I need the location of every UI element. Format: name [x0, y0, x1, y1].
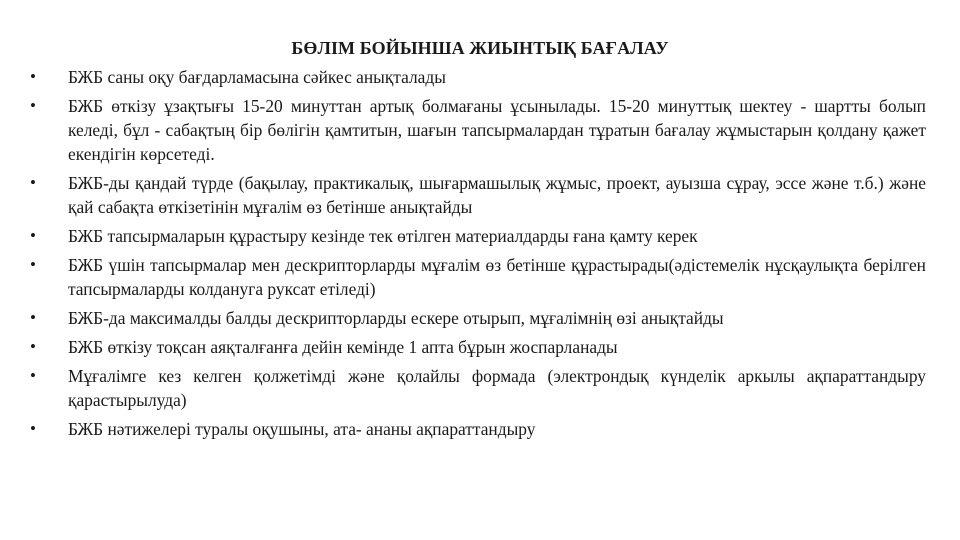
bullet-text: БЖБ үшін тапсырмалар мен дескрипторларды мұғалім өз бетінше құрастырады(әдістемелік нұсқаулықта берілген тапсырмаларды колдануга руксат етіледі) [68, 255, 926, 299]
bullet-text: БЖБ-да максималды балды дескрипторларды ескере отырып, мұғалімнің өзі анықтайды [68, 308, 724, 328]
slide-title: БӨЛІМ БОЙЫНША ЖИЫНТЫҚ БАҒАЛАУ [291, 38, 669, 58]
bullet-icon: • [30, 255, 36, 274]
bullet-item-7 [30, 335, 926, 359]
bullet-item-8 [30, 364, 926, 412]
bullet-item-9 [30, 417, 926, 441]
bullet-icon: • [30, 366, 36, 385]
bullet-text: БЖБ өткізу ұзақтығы 15-20 минуттан артық болмағаны ұсынылады. 15-20 минуттық шектеу - шартты болып келеді, бұл - сабақтың бір бөлігін қамтитын, шағын тапсырмалардан тұратын бағалау жұмыстарын қолдану қажет екендігін көрсетеді. [68, 96, 926, 164]
bullet-text: БЖБ-ды қандай түрде (бақылау, практикалық, шығармашылық жұмыс, проект, ауызша сұрау, эссе және т.б.) және қай сабақта өткізетінін мұғалім өз бетінше анықтайды [68, 173, 926, 217]
bullet-icon: • [30, 337, 36, 356]
bullet-item-5 [30, 253, 926, 301]
bullet-icon: • [30, 226, 36, 245]
bullet-item-6 [30, 306, 926, 330]
bullet-item-4 [30, 224, 926, 248]
bullet-item-1 [30, 65, 926, 89]
bullet-list [30, 65, 926, 446]
bullet-text: БЖБ саны оқу бағдарламасына сәйкес анықталады [68, 67, 446, 87]
bullet-item-3 [30, 171, 926, 219]
bullet-text: БЖБ тапсырмаларын құрастыру кезінде тек өтілген материалдарды ғана қамту керек [68, 226, 698, 246]
bullet-text: БЖБ нәтижелері туралы оқушыны, ата- ананы ақпараттандыру [68, 419, 536, 439]
bullet-text: Мұғалімге кез келген қолжетімді және қолайлы формада (электрондық күнделік аркылы ақпараттандыру қарастырылуда) [68, 366, 926, 410]
bullet-icon: • [30, 308, 36, 327]
bullet-item-2 [30, 94, 926, 166]
bullet-icon: • [30, 419, 36, 438]
bullet-icon: • [30, 173, 36, 192]
bullet-icon: • [30, 96, 36, 115]
bullet-text: БЖБ өткізу тоқсан аяқталғанға дейін кемінде 1 апта бұрын жоспарланады [68, 337, 618, 357]
bullet-icon: • [30, 67, 36, 86]
